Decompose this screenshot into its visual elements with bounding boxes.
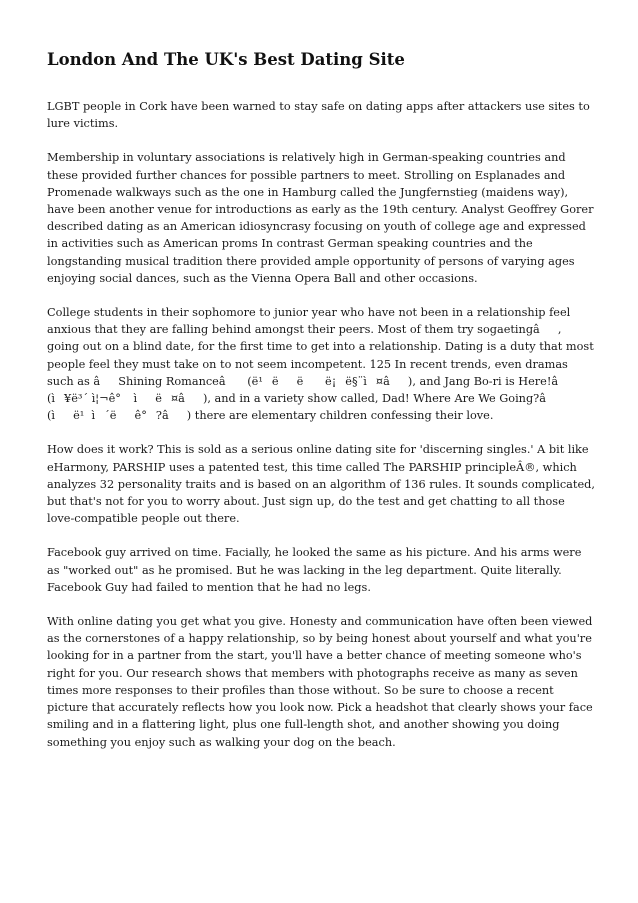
paragraph-3: College students in their sophomore to junior year who have not been in a relationship feel anxious that they are falling behind amongst their peers. Most of them try sogaetingâ, going out on a blind date, for the first time to get into a relationship. Dating is a duty that most people feel they must take on to not seem incompetent. 125 In recent trends, even dramas such as âShining Romanceâ (ë¹ëë ë¡ë§¨ì¤â), and Jang Bo-ri is Here!â (ì¥ë³´ ì¦¬ê° ìë¤â), and in a variety show called, Dad! Where Are We Going?â (ìë¹ ì´ëê°?â) there are elementary children confessing their love.: [47, 306, 594, 423]
document-page: [47, 50, 595, 768]
paragraph-5: Facebook guy arrived on time. Facially, he looked the same as his picture. And his arms were as "worked out" as he promised. But he was lacking in the leg department. Quite literally. Facebook Guy had failed to mention that he had no legs.: [47, 546, 582, 594]
paragraph-4: How does it work? This is sold as a serious online dating site for 'discerning singles.' A bit like eHarmony, PARSHIP uses a patented test, this time called The PARSHIP principleÂ®, which analyzes 32 personality traits and is based on an algorithm of 136 rules. It sounds complicated, but that's not for you to worry about. Just sign up, do the test and get chatting to all those love-compatible people out there.: [47, 443, 595, 526]
paragraph-6: With online dating you get what you give. Honesty and communication have often been viewed as the cornerstones of a happy relationship, so by being honest about yourself and what you're looking for in a partner from the start, you'll have a better chance of meeting someone who's right for you. Our research shows that members with photographs receive as many as seven times more responses to their profiles than those without. So be sure to choose a recent picture that accurately reflects how you look now. Pick a headshot that clearly shows your face smiling and in a flattering light, plus one full-length shot, and another showing you doing something you enjoy such as walking your dog on the beach.: [47, 615, 593, 749]
paragraph-2: Membership in voluntary associations is relatively high in German-speaking countries and these provided further chances for possible partners to meet. Strolling on Esplanades and Promenade walkways such as the one in Hamburg called the Jungfernstieg (maidens way), have been another venue for introductions as early as the 19th century. Analyst Geoffrey Gorer described dating as an American idiosyncrasy focusing on youth of college age and expressed in activities such as American proms In contrast German speaking countries and the longstanding musical tradition there provided ample opportunity of persons of varying ages enjoying social dances, such as the Vienna Opera Ball and other occasions.: [47, 151, 594, 285]
paragraph-1: LGBT people in Cork have been warned to stay safe on dating apps after attackers use sites to lure victims.: [47, 100, 590, 131]
document-title: London And The UK's Best Dating Site: [47, 50, 405, 69]
